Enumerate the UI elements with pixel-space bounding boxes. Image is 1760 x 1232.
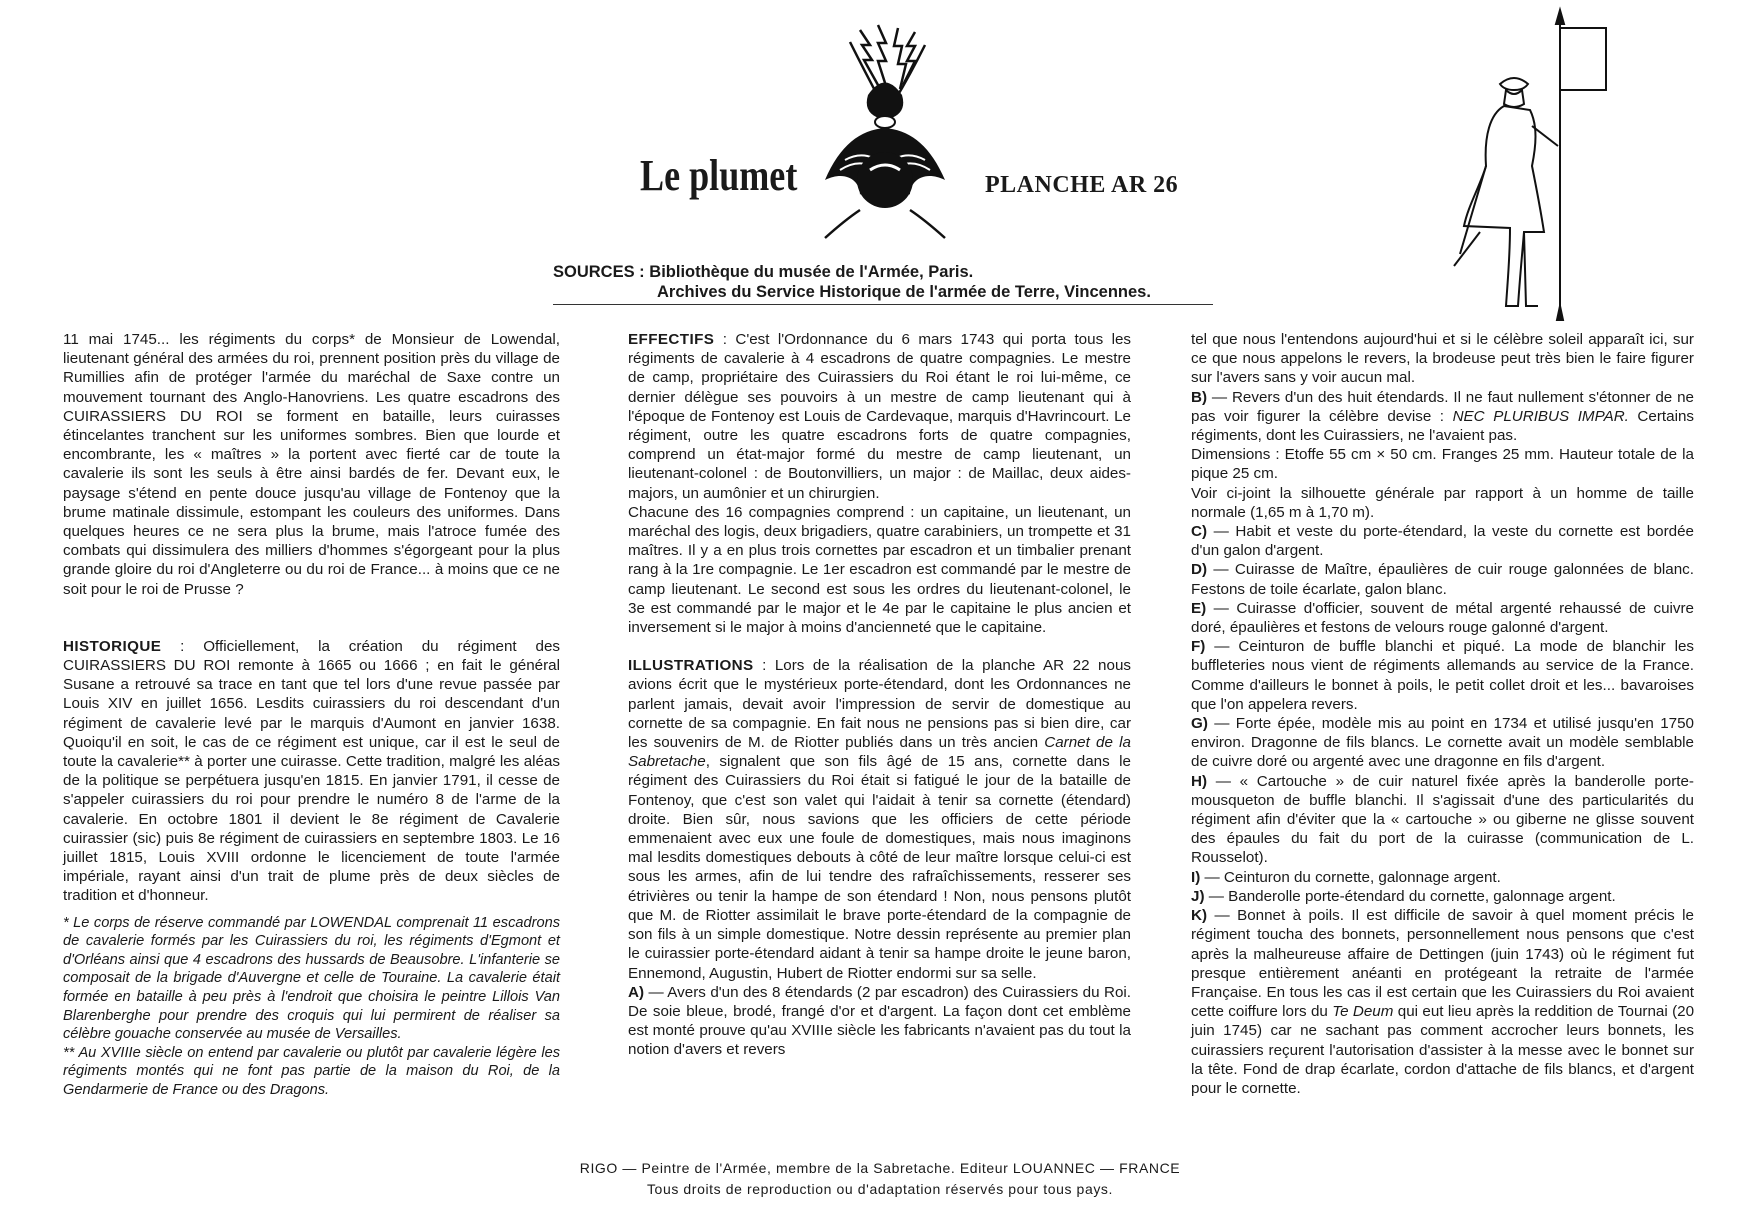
item-h xyxy=(1191,772,1694,868)
carnet-title: Carnet de la Sabretache xyxy=(628,734,1131,771)
item-c-text: — Habit et veste du porte-étendard, la veste du cornette est bordée d'un galon d'argent. xyxy=(1191,523,1694,560)
devise: NEC PLURIBUS IMPAR. xyxy=(1452,407,1629,425)
item-i-text: — Ceinturon du cornette, galonnage argent. xyxy=(1200,868,1501,886)
item-h-label: H) xyxy=(1191,772,1208,790)
historique-paragraph xyxy=(63,637,560,906)
sources-line-2: Archives du Service Historique de l'armée de Terre, Vincennes. xyxy=(657,283,1151,301)
historique-heading: HISTORIQUE xyxy=(63,637,162,655)
item-e-label: E) xyxy=(1191,599,1207,617)
item-g-text: — Forte épée, modèle mis au point en 1734 et utilisé jusqu'en 1750 environ. Dragonne de fils blancs. Le cornette avait un modèle semblable de cuivre doré ou argenté avec une dragonne en fils d'argent. xyxy=(1191,715,1694,771)
planche-number: PLANCHE AR 26 xyxy=(985,172,1179,198)
te-deum: Te Deum xyxy=(1332,1003,1394,1021)
dimensions: Dimensions : Etoffe 55 cm × 50 cm. Franges 25 mm. Hauteur totale de la pique 25 cm. xyxy=(1191,446,1694,483)
divider xyxy=(553,304,1213,305)
item-a xyxy=(628,983,1131,1060)
effectifs-paragraph-2: Chacune des 16 compagnies comprend : un capitaine, un lieutenant, un maréchal des logis, deux brigadiers, quatre carabiniers, un trompette et 31 maîtres. Il y a en plus trois cornettes par escadron et un timbalier prenant rang à la 1re compagnie. Le 1er escadron est commandé par le mestre de camp lieutenant. Le second est sous les ordres du lieutenant-colonel, le 3e est commandé par le major et le 4e par le capitaine le plus ancien et inversement si le major à moins d'ancienneté que le capitaine. xyxy=(628,503,1131,637)
item-j-label: J) xyxy=(1191,887,1205,905)
column-1 xyxy=(63,330,560,1100)
item-i xyxy=(1191,868,1694,887)
item-i-label: I) xyxy=(1191,868,1201,886)
item-e-text: — Cuirasse d'officier, souvent de métal argenté rehaussé de cuivre doré, épaulières et festons de velours rouge galonné d'argent. xyxy=(1191,599,1694,637)
item-j xyxy=(1191,887,1694,906)
illustrations-text: : Lors de la réalisation de la planche AR 22 nous avions écrit que le mystérieux porte-étendard, dont les Ordonnances ne parlent jamais, devait avoir l'impression de servir de domestique au cornette de sa compagnie. En fait nous ne pensions pas si bien dire, car les souvenirs de M. de Riotter publiés dans un très ancien xyxy=(628,657,1131,752)
effectifs-heading: EFFECTIFS xyxy=(628,331,715,348)
column-3 xyxy=(1191,330,1694,1098)
sources-label: SOURCES : xyxy=(553,263,645,281)
item-c xyxy=(1191,522,1694,560)
item-g-label: G) xyxy=(1191,715,1208,733)
item-a-text: — Avers d'un des 8 étendards (2 par escadron) des Cuirassiers du Roi. De soie bleue, brodé, frangé d'or et d'argent. La façon dont cet emblème est monté prouve qu'au XVIIIe siècle les fabricants n'avaient pas du tout la notion d'avers et revers xyxy=(628,983,1131,1059)
item-h-text: — « Cartouche » de cuir naturel fixée après la banderolle porte-mousqueton de buffle blanchi. Il s'agissait d'une des particularités du régiment afin d'éviter que la « cartouche » ou giberne ne glisse souvent des épaules du fait du port de la cuirasse (communication de L. Rousselot). xyxy=(1191,772,1694,867)
silhouette-note: Voir ci-joint la silhouette générale par rapport à un homme de taille normale (1,65 m à 1,70 m). xyxy=(1191,484,1694,521)
illustrations-text-2: , signalent que son fils âgé de 15 ans, cornette dans le régiment des Cuirassiers du Roi était si fatigué le jour de la bataille de Fontenoy, que c'est son valet qui l'aidait à tenir sa cornette (étendard) droite. Bien sûr, nous savions que les officiers de cette période emmenaient avec eux une foule de domestiques, mais nous imaginons mal lesdits domestiques debouts à côté de leur maître lorsque celui-ci est sous les armes, afin de lui tendre des rafraîchissements, resserer ses étrivières ou tenir la hampe de son étendard ! Non, nous pensons plutôt que M. de Riotter assimilait le brave porte-étendard de la compagnie de son fils à un simple domestique. Notre dessin représente au premier plan le cuirassier porte-étendard aidant à tenir sa hampe droite le jeune baron, Ennemond, Augustin, Hubert de Riotter endormi sur sa selle. xyxy=(628,753,1131,982)
item-b xyxy=(1191,388,1694,446)
sources-block xyxy=(553,262,1213,302)
item-k-label: K) xyxy=(1191,907,1208,925)
publication-title: Le plumet xyxy=(640,151,798,200)
item-b-text-2: Certains régiments, dont les Cuirassiers, ne l'avaient pas. xyxy=(1191,407,1694,445)
historique-text: : Officiellement, la création du régiment des CUIRASSIERS DU ROI remonte à 1665 ou 1666 ; en fait le général Susane a retrouvé sa trace en tant que tel lors d'une revue passée par Louis XIV en juillet 1656. Lesdits cuirassiers du roi descendant d'un régiment de cavalerie levé par le marquis d'Aumont en janvier 1638. Quoiqu'il en soit, le cas de ce régiment est unique, car il est le seul de toute la cavalerie** à porter une cuirasse. Cette tradition, malgré les aléas de la politique se perpétuera jusqu'en 1815. En janvier 1791, il cesse de s'appeler cuirassiers du roi pour prendre le numéro 8 de l'arme de la cavalerie. En octobre 1801 il devient le 8e régiment de Cavalerie cuirassier (sic) puis 8e régiment de cuirassiers en septembre 1803. Le 16 juillet 1815, Louis XVIII ordonne le licenciement de toute l'armée impériale, rayant ainsi d'un trait de plume près de deux siècles de tradition et d'honneur. xyxy=(63,637,560,905)
footnotes xyxy=(63,914,560,1100)
item-a-label: A) xyxy=(628,983,645,1001)
item-c-label: C) xyxy=(1191,523,1208,541)
item-k-text-2: qui eut lieu après la reddition de Tournai (20 juin 1745) car ne sachant pas comment accrocher leurs bonnets, les cuirassiers reçurent l'autorisation d'assister à la messe avec le bonnet sur la tête. Fond de drap écarlate, cordon d'attache de fils blancs, et d'argent pour le cornette. xyxy=(1191,1003,1695,1097)
item-b-text: — Revers d'un des huit étendards. Il ne faut nullement s'étonner de ne pas voir figurer la célèbre devise : xyxy=(1191,388,1694,425)
item-b-label: B) xyxy=(1191,388,1208,406)
item-d-text: — Cuirasse de Maître, épaulières de cuir rouge galonnées de blanc. Festons de toile écarlate, galon blanc. xyxy=(1191,561,1694,598)
footer-rights: Tous droits de reproduction ou d'adaptation réservés pour tous pays. xyxy=(646,1181,1114,1197)
column-2 xyxy=(628,330,1131,1060)
effectifs-paragraph xyxy=(628,330,1131,503)
continuation-paragraph: tel que nous l'entendons aujourd'hui et si le célèbre soleil apparaît ici, sur ce que nous appelons le revers, la brodeuse peut très bien le faire figurer sur l'avers sans y voir aucun mal. xyxy=(1191,331,1694,387)
footnote-2: ** Au XVIIIe siècle on entend par cavalerie ou plutôt par cavalerie légère les régiments montés qui ne font pas partie de la maison du Roi, de la Gendarmerie de France ou des Dragons. xyxy=(63,1044,560,1099)
item-d-label: D) xyxy=(1191,561,1208,579)
intro-paragraph: 11 mai 1745... les régiments du corps* de Monsieur de Lowendal, lieutenant général des armées du roi, prennent position près du village de Rumillies afin de protéger l'armée du maréchal de Saxe contre un mouvement tournant des Anglo-Hanovriens. Les quatre escadrons des CUIRASSIERS DU ROI se forment en bataille, leurs cuirasses étincelantes tranchent sur les uniformes sombres. Bien que lourde et encombrante, les « maîtres » la portent avec fierté car de toute la cavalerie ils sont les seuls à être ainsi bardés de fer. Devant eux, le paysage s'étend en pente douce jusqu'au village de Fontenoy que la brume matinale dissimule, estompant les couleurs des uniformes. Dans quelques heures ce ne sera plus la brume, mais l'atroce fumée des combats qui dissimulera des milliers d'hommes s'égorgeant pour la plus grande gloire du roi d'Angleterre ou du roi de France... à moins que ce ne soit pour le roi de Prusse ? xyxy=(63,331,560,598)
item-f xyxy=(1191,637,1694,714)
item-k-text: — Bonnet à poils. Il est difficile de savoir à quel moment précis le régiment toucha des bonnets, personnellement nous pensons que c'est après la malheureuse affaire de Dettingen (juin 1743) où le régiment fut presque entièrement anéanti en protégeant la retraite de l'armée Française. En tous les cas il est certain que les Cuirassiers du Roi avaient cette coiffure lors du xyxy=(1191,907,1694,1021)
item-j-text: — Banderolle porte-étendard du cornette, galonnage argent. xyxy=(1204,887,1616,905)
item-d xyxy=(1191,560,1694,598)
item-k xyxy=(1191,906,1694,1098)
item-e xyxy=(1191,599,1694,637)
item-f-label: F) xyxy=(1191,638,1206,656)
standard-bearer-silhouette-icon xyxy=(1440,6,1610,324)
footnote-1: * Le corps de réserve commandé par LOWENDAL comprenait 11 escadrons de cavalerie formés par les Cuirassiers du roi, les régiments d'Egmont et d'Orléans ainsi que 4 escadrons des hussards de Beausobre. L'infanterie se composait de la brigade d'Auvergne et celle de Touraine. La cavalerie était formée en bataille à peu près à l'endroit que choisira le peintre Lillois Van Blarenberghe pour prendre des croquis qui lui permirent de réaliser sa célèbre gouache conservée au musée de Versailles. xyxy=(63,914,560,1043)
item-f-text: — Ceinturon de buffle blanchi et piqué. La mode de blanchir les buffleteries nous vient de régiments allemands au service de la France. Comme d'ailleurs le bonnet à poils, le petit collet droit et les... bavaroises que l'on appelera revers. xyxy=(1191,638,1694,713)
illustrations-paragraph xyxy=(628,656,1131,982)
flaming-grenade-icon xyxy=(820,20,950,240)
sources-line-1: Bibliothèque du musée de l'Armée, Paris. xyxy=(649,263,974,281)
effectifs-text: : C'est l'Ordonnance du 6 mars 1743 qui porta tous les régiments de cavalerie à 4 escadrons de quatre compagnies. Le mestre de camp, propriétaire des Cuirassiers du Roi étant le roi lui-même, ce dernier délègue ses pouvoirs à un mestre de camp lieutenant qui à l'époque de Fontenoy est Louis de Cardevaque, marquis d'Havrincourt. Le régiment, outre les quatre escadrons forts de quatre compagnies, comprend un état-major formé du mestre de camp lieutenant, un lieutenant-colonel : de Boutonvilliers, un major : de Maillac, deux aides-majors, un aumônier et un chirurgien. xyxy=(628,331,1131,502)
footer-credits: RIGO — Peintre de l'Armée, membre de la Sabretache. Editeur LOUANNEC — FRANCE xyxy=(579,1160,1181,1176)
item-g xyxy=(1191,714,1694,772)
illustrations-heading: ILLUSTRATIONS xyxy=(628,657,754,675)
